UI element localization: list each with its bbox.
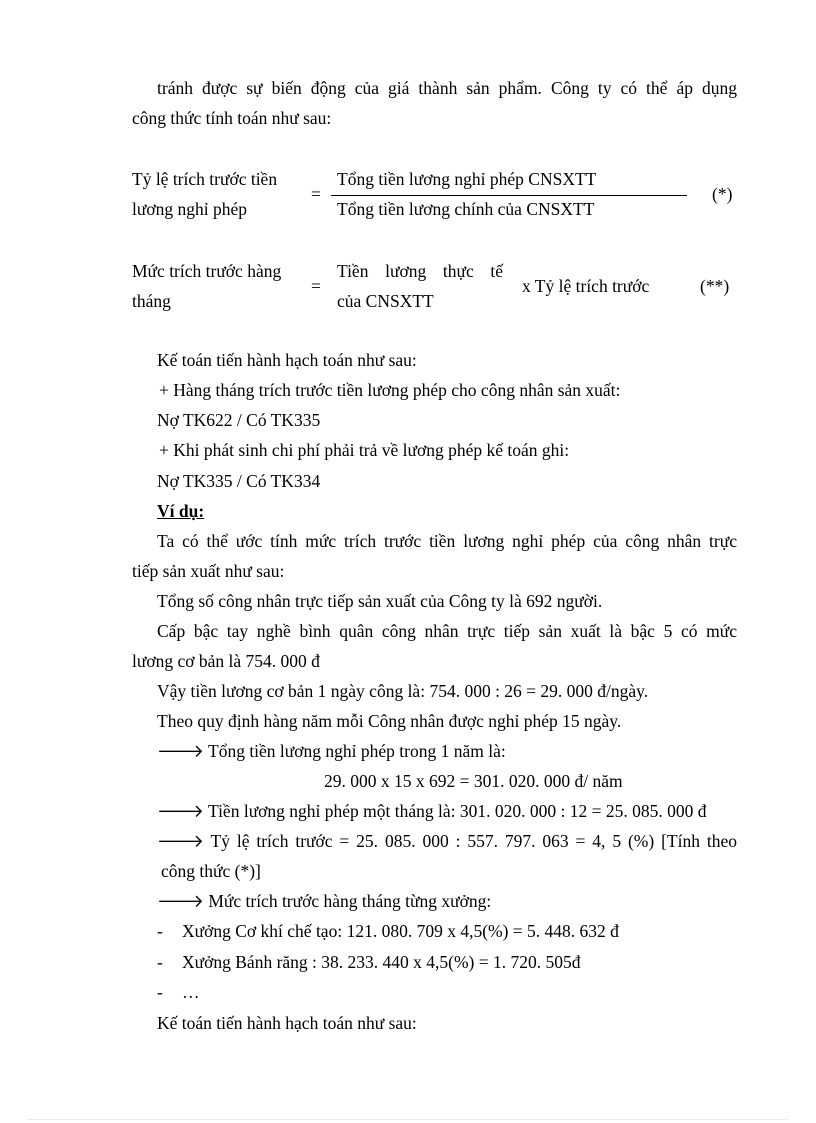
example-heading: Ví dụ: bbox=[157, 501, 205, 521]
journal-entry-1: Nợ TK622 / Có TK335 bbox=[157, 410, 321, 430]
formula-1-lhs-line-2: lương nghỉ phép bbox=[132, 199, 247, 219]
arrow-right-icon: 🡒 bbox=[157, 891, 204, 911]
formula-1-denominator: Tổng tiền lương chính của CNSXTT bbox=[337, 199, 595, 219]
daily-wage: Vậy tiền lương cơ bản 1 ngày công là: 754. 000 : 26 = 29. 000 đ/ngày. bbox=[157, 681, 649, 701]
skill-level-line-2: lương cơ bản là 754. 000 đ bbox=[132, 651, 320, 671]
example-line-1: Ta có thể ước tính mức trích trước tiền lương nghỉ phép của công nhân trực bbox=[157, 531, 737, 551]
worker-count: Tổng số công nhân trực tiếp sản xuất của Công ty là 692 người. bbox=[157, 591, 603, 611]
accrual-rate-line-2: công thức (*)] bbox=[161, 861, 261, 881]
formula-2-tag: (**) bbox=[700, 276, 730, 296]
arrow-right-icon: 🡒 bbox=[157, 801, 204, 821]
arrow-right-icon: 🡒 bbox=[157, 741, 204, 761]
intro-line-1: tránh được sự biến động của giá thành sản phẩm. Công ty có thể áp dụng bbox=[157, 78, 737, 98]
formula-1-tag: (*) bbox=[712, 184, 733, 204]
annual-leave-calc: 29. 000 x 15 x 692 = 301. 020. 000 đ/ năm bbox=[324, 771, 623, 791]
workshop-accrual-heading: 🡒 Mức trích trước hàng tháng từng xưởng: bbox=[157, 891, 492, 911]
paragraph-accounting-closing: Kế toán tiến hành hạch toán như sau: bbox=[157, 1013, 417, 1033]
paragraph-actual-cost: + Khi phát sinh chi phí phải trả về lương phép kế toán ghi: bbox=[159, 440, 570, 460]
fraction-bar bbox=[331, 195, 687, 196]
formula-2-rhs: x Tỷ lệ trích trước bbox=[522, 276, 650, 296]
formula-2-lhs-line-2: tháng bbox=[132, 291, 171, 311]
annual-leave-wage: 🡒 Tổng tiền lương nghỉ phép trong 1 năm là: bbox=[157, 741, 506, 761]
workshop-ellipsis: … bbox=[182, 982, 200, 1002]
bullet-dash: - bbox=[157, 952, 163, 972]
bullet-dash: - bbox=[157, 921, 163, 941]
intro-line-2: công thức tính toán như sau: bbox=[132, 108, 332, 128]
example-line-2: tiếp sản xuất như sau: bbox=[132, 561, 285, 581]
paragraph-accounting-intro: Kế toán tiến hành hạch toán như sau: bbox=[157, 350, 417, 370]
leave-rule: Theo quy định hàng năm mỗi Công nhân được nghỉ phép 15 ngày. bbox=[157, 711, 622, 731]
workshop-gear: Xưởng Bánh răng : 38. 233. 440 x 4,5(%) = 1. 720. 505đ bbox=[182, 952, 581, 972]
arrow-right-icon: 🡒 bbox=[157, 831, 204, 851]
formula-2-mid-line-2: của CNSXTT bbox=[337, 291, 434, 311]
bullet-dash: - bbox=[157, 982, 163, 1002]
formula-1-equals: = bbox=[311, 184, 321, 204]
formula-2-mid-line-1: Tiền lương thực tế bbox=[337, 261, 503, 281]
workshop-mechanical: Xưởng Cơ khí chế tạo: 121. 080. 709 x 4,5(%) = 5. 448. 632 đ bbox=[182, 921, 619, 941]
formula-2-equals: = bbox=[311, 276, 321, 296]
paragraph-monthly-accrual: + Hàng tháng trích trước tiền lương phép cho công nhân sản xuất: bbox=[159, 380, 621, 400]
monthly-leave-wage: 🡒 Tiền lương nghỉ phép một tháng là: 301. 020. 000 : 12 = 25. 085. 000 đ bbox=[157, 801, 707, 821]
skill-level-line-1: Cấp bậc tay nghề bình quân công nhân trực tiếp sản xuất là bậc 5 có mức bbox=[157, 621, 737, 641]
formula-1-numerator: Tổng tiền lương nghỉ phép CNSXTT bbox=[337, 169, 597, 189]
formula-2-lhs-line-1: Mức trích trước hàng bbox=[132, 261, 282, 281]
formula-1-lhs-line-1: Tỷ lệ trích trước tiền bbox=[132, 169, 278, 189]
page-footer-rule bbox=[28, 1119, 788, 1120]
accrual-rate-line-1: 🡒 Tỷ lệ trích trước = 25. 085. 000 : 557. 797. 063 = 4, 5 (%) [Tính theo bbox=[157, 831, 737, 851]
journal-entry-2: Nợ TK335 / Có TK334 bbox=[157, 471, 321, 491]
